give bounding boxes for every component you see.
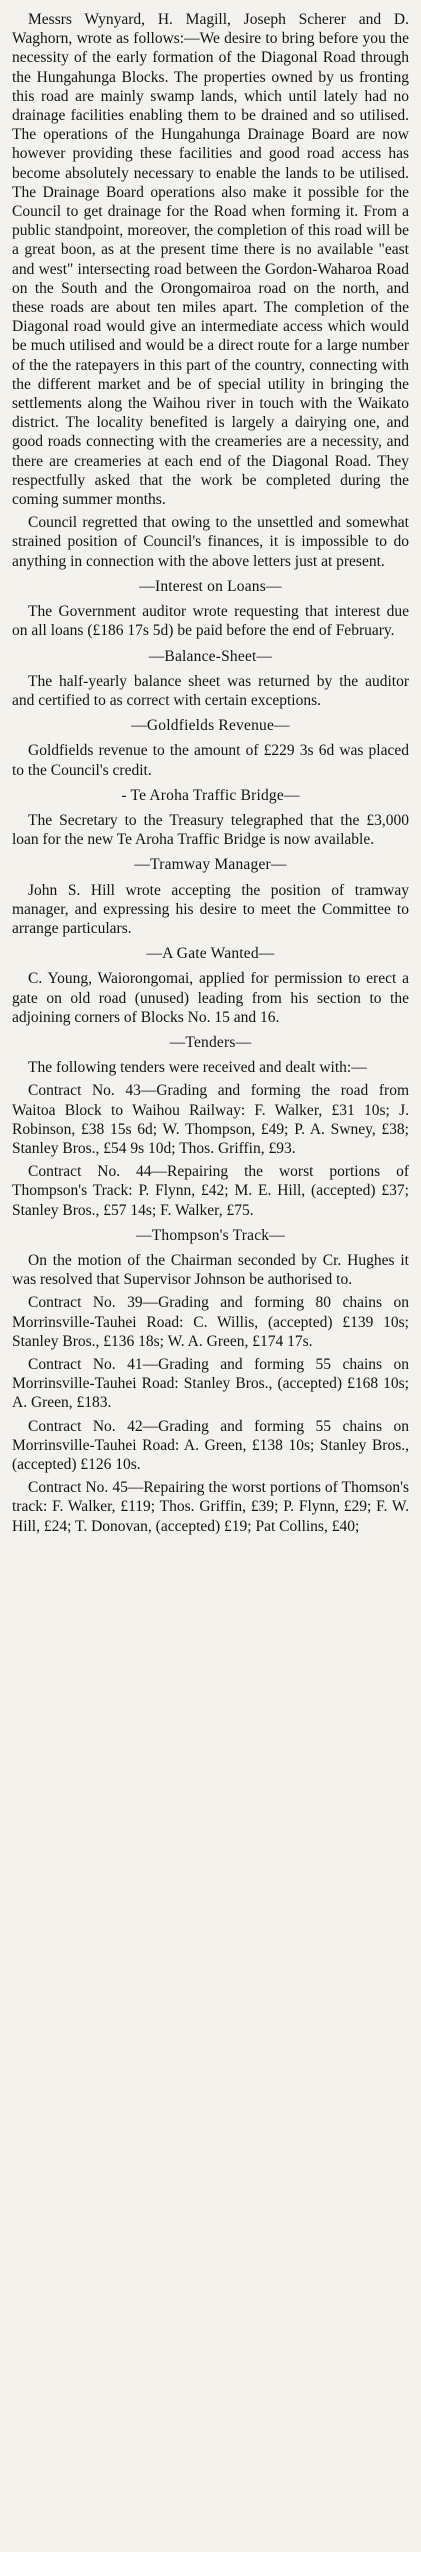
section-heading: —Balance-Sheet— [148, 647, 273, 665]
article-section [12, 786, 409, 850]
intro-letter-paragraph: Messrs Wynyard, H. Magill, Joseph Scherer and D. Waghorn, wrote as follows:—We desire to bring before you the necessity of the early formation of the Diagonal Road through the Hungahunga Blocks. The properties owned by us fronting this road are mainly swamp lands, which until lately had no drainage facilities enabling them to be drained and so utilised. The operations of the Hungahunga Drainage Board are now however providing these facilities and good road access has become absolutely necessary to enable the lands to be utilised. The Drainage Board operations also make it possible for the Council to get drainage for the Road when forming it. From a public standpoint, moreover, the completion of this road will be a great boon, as at the present time there is no available "east and west" intersecting road between the Gordon-Waharoa Road on the South and the Orongomairoa road on the north, and these roads are about ten miles apart. The completion of the Diagonal road would give an intermediate access which would be much utilised and would be a direct route for a large number of the the ratepayers in this part of the country, connecting with the different market and be of special utility in bringing the settlements along the Waihou river in touch with the Waikato district. The locality benefited is largely a dairying one, and good roads connecting with the creameries are a necessity, and there are creameries at each end of the Diagonal Road. They respectfully asked that the work be completed during the coming summer months. [12, 11, 409, 509]
section-heading: —Tramway Manager— [134, 856, 287, 874]
article-section [12, 944, 409, 1027]
article-section [12, 716, 409, 780]
section-heading: —A Gate Wanted— [146, 945, 275, 963]
section-heading: —Goldfields Revenue— [131, 717, 290, 735]
section-paragraph: Contract No. 41—Grading and forming 55 chains on Morrinsville-Tauhei Road: Stanley Bros., (accepted) £168 10s; A. Green, £183. [12, 1356, 409, 1412]
section-paragraph: On the motion of the Chairman seconded by Cr. Hughes it was resolved that Supervisor Johnson be authorised to. [12, 1251, 409, 1289]
section-paragraph: Goldfields revenue to the amount of £229 3s 6d was placed to the Council's credit. [12, 742, 409, 779]
section-paragraph: Contract No. 43—Grading and forming the road from Waitoa Block to Waihou Railway: F. Walker, £31 10s; J. Robinson, £38 15s 6d; W. Thompson, £49; P. A. Swney, £38; Stanley Bros., £54 9s 10d; Thos. Griffin, £93. [12, 1082, 409, 1157]
article-sections [12, 577, 409, 1536]
section-heading: —Interest on Loans— [139, 577, 282, 595]
council-reply-paragraph: Council regretted that owing to the unsettled and somewhat strained position of Council's finances, it is impossible to do anything in connection with the above letters just at present. [12, 514, 409, 570]
section-paragraph: Contract No. 42—Grading and forming 55 chains on Morrinsville-Tauhei Road: A. Green, £138 10s; Stanley Bros., (accepted) £126 10s. [12, 1417, 409, 1474]
section-paragraph: C. Young, Waiorongomai, applied for permission to erect a gate on old road (unused) leading from his section to the adjoining corners of Blocks No. 15 and 16. [12, 970, 409, 1026]
section-paragraph: The Secretary to the Treasury telegraphed that the £3,000 loan for the new Te Aroha Traffic Bridge is now available. [12, 811, 409, 849]
article-section [12, 647, 409, 711]
article-section [12, 577, 409, 641]
section-paragraph: Contract No. 39—Grading and forming 80 chains on Morrinsville-Tauhei Road: C. Willis, (accepted) £139 10s; Stanley Bros., £136 18s; W. A. Green, £174 17s. [12, 1294, 409, 1350]
article-section [12, 1226, 409, 1536]
section-paragraph: Contract No. 45—Repairing the worst portions of Thomson's track: F. Walker, £119; Thos. Griffin, £39; P. Flynn, £29; F. W. Hill, £24; T. Donovan, (accepted) £19; Pat Collins, £40; [12, 1479, 409, 1535]
section-paragraph: John S. Hill wrote accepting the position of tramway manager, and expressing his desire to meet the Committee to arrange particulars. [12, 881, 409, 937]
section-heading: - Te Aroha Traffic Bridge— [121, 786, 300, 804]
section-paragraph: The following tenders were received and dealt with:— [28, 1059, 367, 1077]
section-paragraph: Contract No. 44—Repairing the worst portions of Thompson's Track: P. Flynn, £42; M. E. Hill, (accepted) £37; Stanley Bros., £57 14s; F. Walker, £75. [12, 1163, 409, 1219]
article-section [12, 1033, 409, 1220]
section-heading: —Thompson's Track— [136, 1226, 285, 1244]
section-paragraph: The half-yearly balance sheet was returned by the auditor and certified to as correct with certain exceptions. [12, 672, 409, 709]
article-section [12, 855, 409, 938]
section-heading: —Tenders— [169, 1033, 252, 1051]
section-paragraph: The Government auditor wrote requesting that interest due on all loans (£186 17s 5d) be paid before the end of February. [12, 603, 409, 640]
